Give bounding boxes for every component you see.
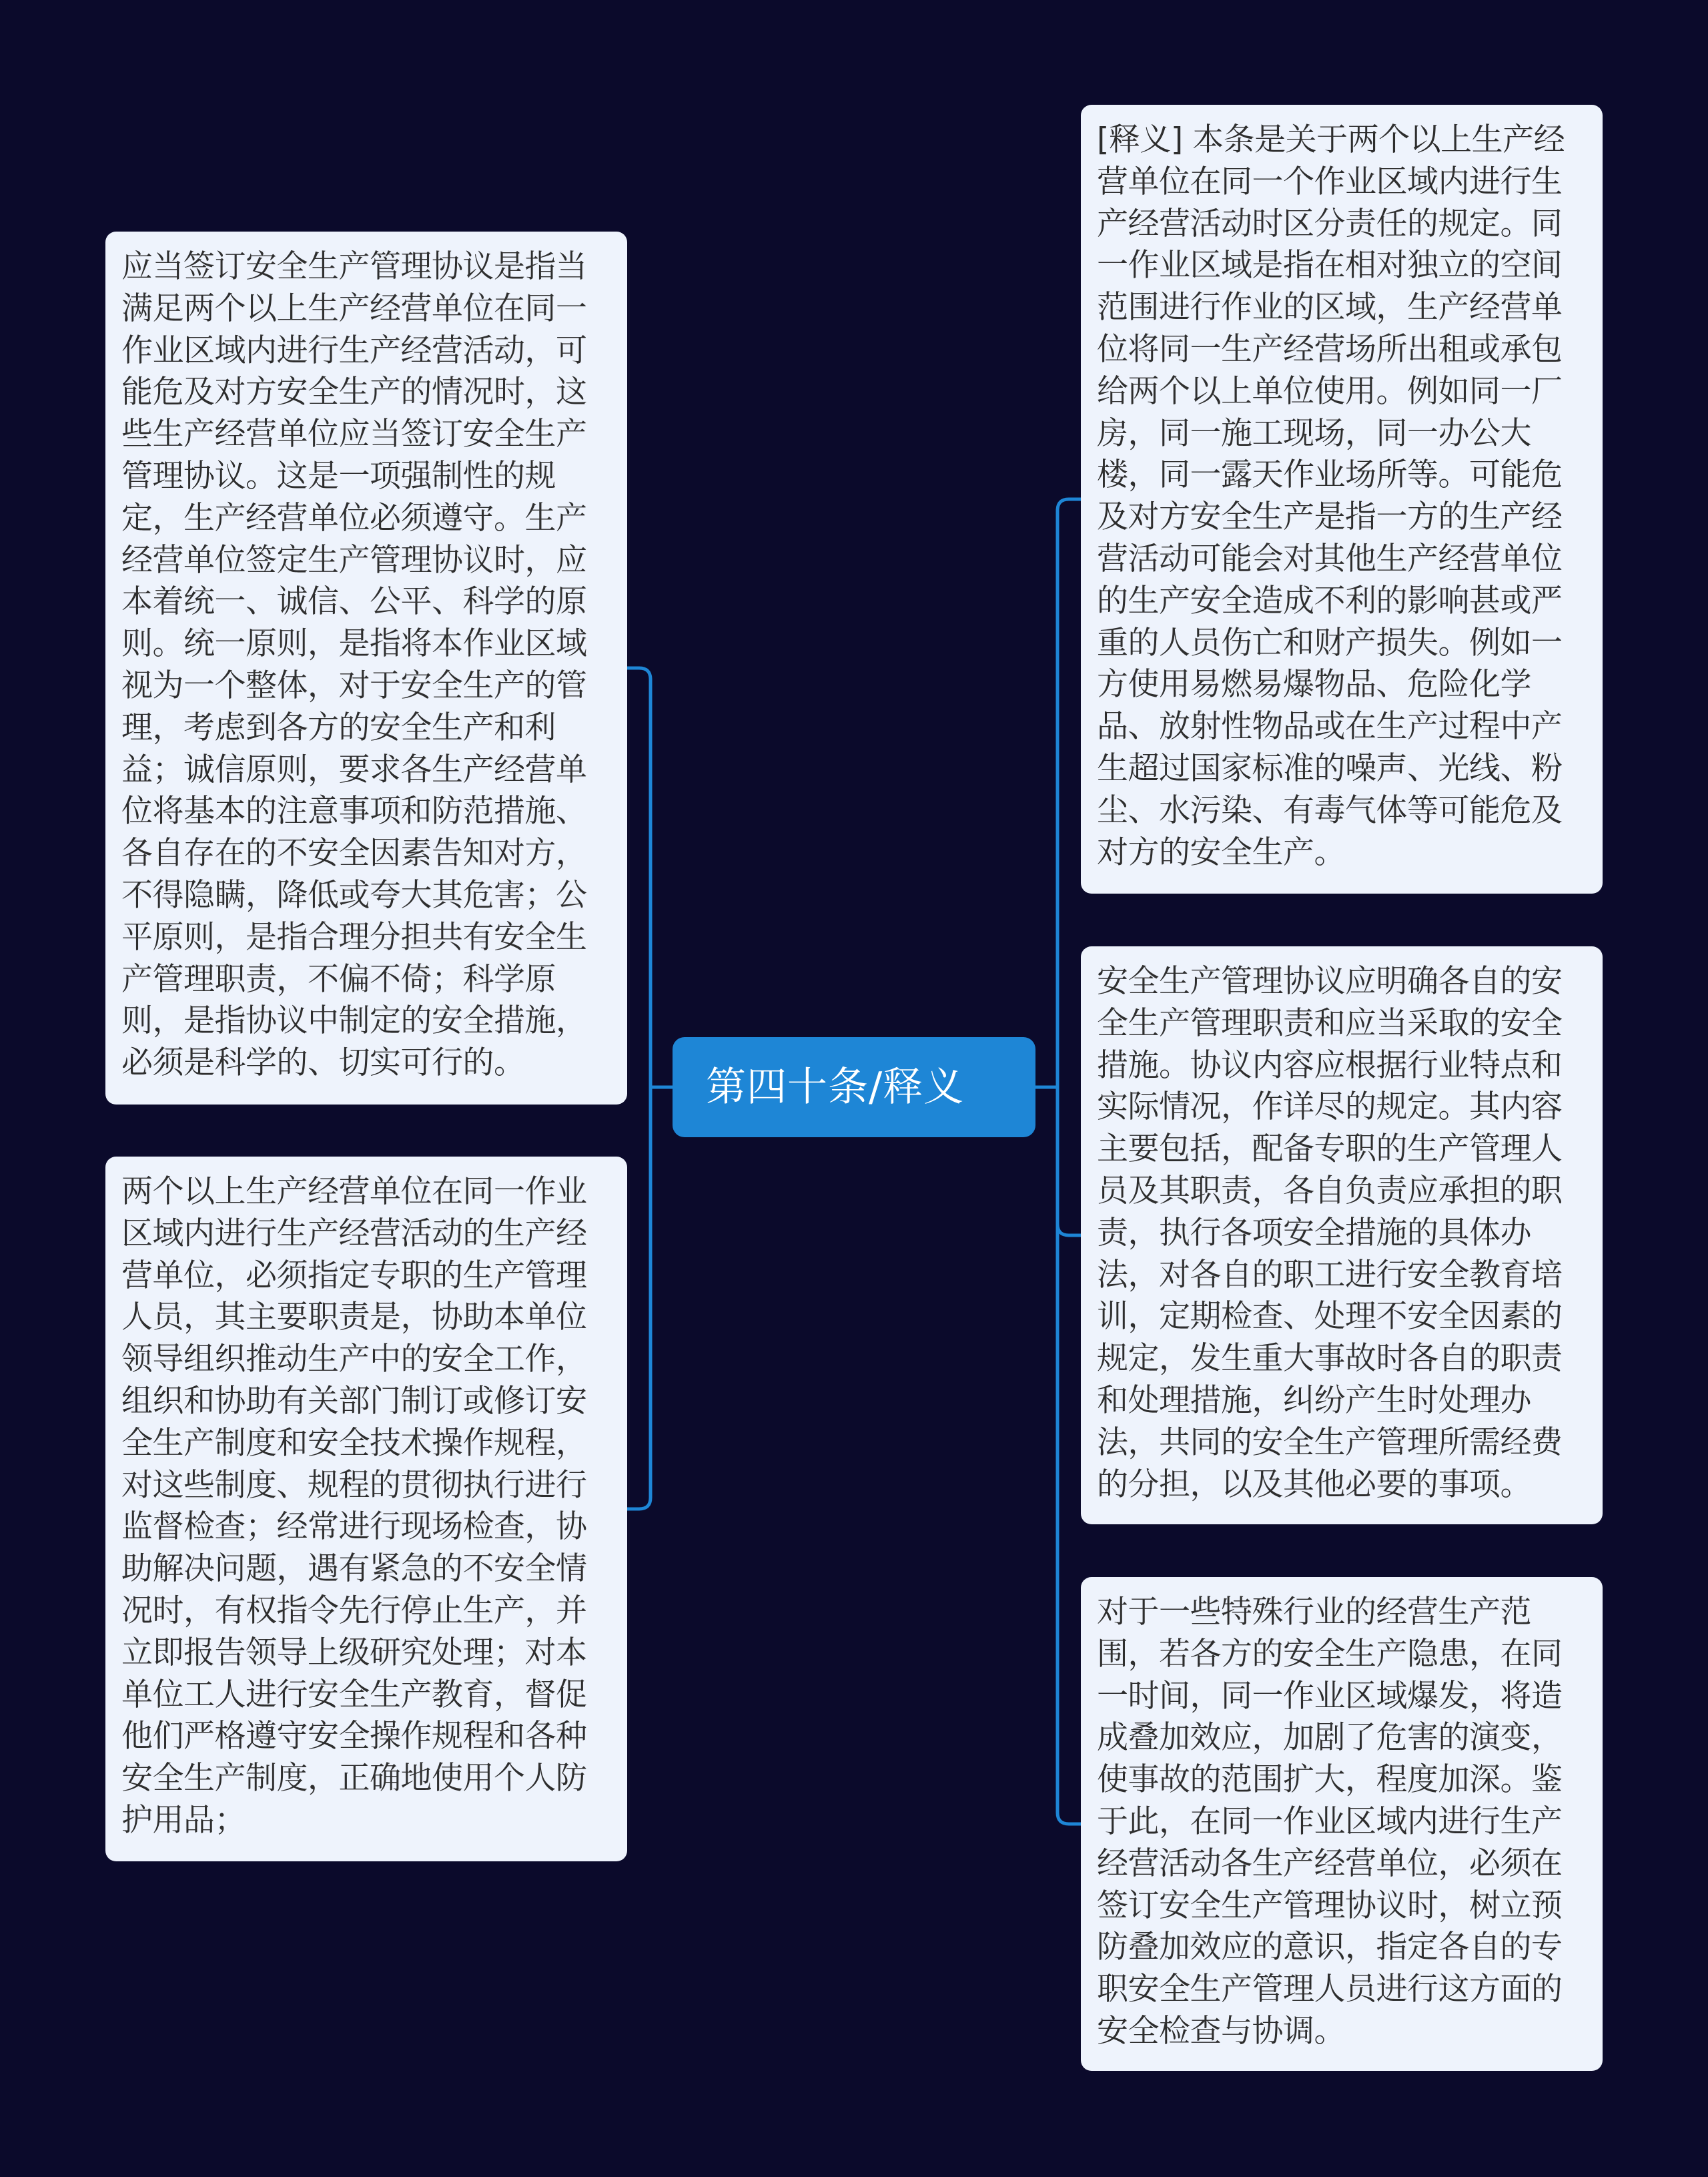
central-topic-label: 第四十条/释义 (706, 1064, 965, 1111)
topic-node-right-1[interactable] (1081, 105, 1603, 894)
topic-node-text: 对于一些特殊行业的经营生产范围，若各方的安全生产隐患，在同一时间，同一作业区域爆发，将造成叠加效应，加剧了危害的演变，使事故的范围扩大，程度加深。鉴于此，在同一作业区域内进行生产经营活动各生产经营单位，必须在签订安全生产管理协议时，树立预防叠加效应的意识，指定各自的专职安全生产管理人员进行这方面的安全检查与协调。 (1097, 1594, 1563, 2050)
topic-node-right-3[interactable] (1081, 1577, 1603, 2071)
central-topic[interactable] (673, 1037, 1035, 1137)
connector-right-2 (1057, 1087, 1081, 1235)
connector-right-3 (1057, 1087, 1081, 1824)
topic-node-left-2[interactable] (105, 1157, 627, 1861)
connector-left-2 (627, 1087, 651, 1509)
topic-node-left-1[interactable] (105, 232, 627, 1105)
topic-node-text: 应当签订安全生产管理协议是指当满足两个以上生产经营单位在同一作业区域内进行生产经营活动，可能危及对方安全生产的情况时，这些生产经营单位应当签订安全生产管理协议。这是一项强制性的规定，生产经营单位必须遵守。生产经营单位签定生产管理协议时，应本着统一、诚信、公平、科学的原则。统一原则，是指将本作业区域视为一个整体，对于安全生产的管理，考虑到各方的安全生产和利益；诚信原则，要求各生产经营单位将基本的注意事项和防范措施、各自存在的不安全因素告知对方，不得隐瞒，降低或夸大其危害；公平原则，是指合理分担共有安全生产管理职责，不偏不倚；科学原则，是指协议中制定的安全措施，必须是科学的、切实可行的。 (121, 248, 587, 1082)
connector-left-1 (627, 668, 651, 1087)
connector-right-1 (1057, 499, 1081, 1087)
topic-node-text: 两个以上生产经营单位在同一作业区域内进行生产经营活动的生产经营单位，必须指定专职的生产管理人员，其主要职责是，协助本单位领导组织推动生产中的安全工作，组织和协助有关部门制订或修订安全生产制度和安全技术操作规程，对这些制度、规程的贯彻执行进行监督检查；经常进行现场检查，协助解决问题，遇有紧急的不安全情况时，有权指令先行停止生产，并立即报告领导上级研究处理；对本单位工人进行安全生产教育，督促他们严格遵守安全操作规程和各种安全生产制度，正确地使用个人防护用品； (121, 1173, 587, 1839)
topic-node-text: 安全生产管理协议应明确各自的安全生产管理职责和应当采取的安全措施。协议内容应根据行业特点和实际情况，作详尽的规定。其内容主要包括，配备专职的生产管理人员及其职责，各自负责应承担的职责，执行各项安全措施的具体办法，对各自的职工进行安全教育培训，定期检查、处理不安全因素的规定，发生重大事故时各自的职责和处理措施，纠纷产生时处理办法，共同的安全生产管理所需经费的分担，以及其他必要的事项。 (1097, 963, 1563, 1503)
topic-node-right-2[interactable] (1081, 946, 1603, 1524)
topic-node-text: [释义] 本条是关于两个以上生产经营单位在同一个作业区域内进行生产经营活动时区分责任的规定。同一作业区域是指在相对独立的空间范围进行作业的区域，生产经营单位将同一生产经营场所出租或承包给两个以上单位使用。例如同一厂房，同一施工现场，同一办公大楼，同一露天作业场所等。可能危及对方安全生产是指一方的生产经营活动可能会对其他生产经营单位的生产安全造成不利的影响甚或严重的人员伤亡和财产损失。例如一方使用易燃易爆物品、危险化学品、放射性物品或在生产过程中产生超过国家标准的噪声、光线、粉尘、水污染、有毒气体等可能危及对方的安全生产。 (1097, 121, 1565, 871)
